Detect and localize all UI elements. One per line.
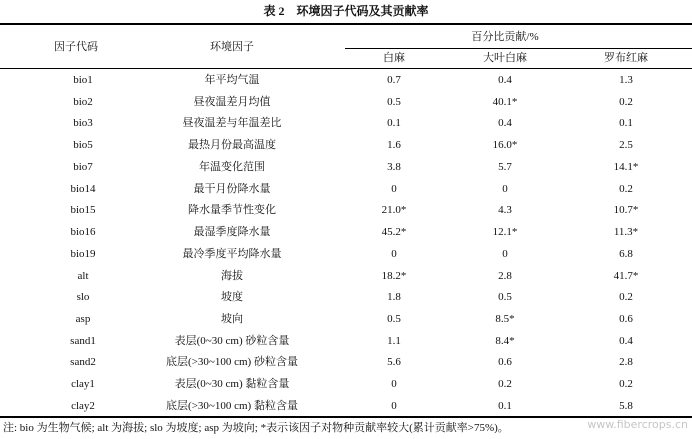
cell-environmental-factor: 最湿季度降水量 (193, 226, 271, 239)
cell-contribution-dayebaima: 0.1 (498, 399, 512, 412)
cell-contribution-dayebaima: 0.6 (498, 356, 512, 369)
cell-environmental-factor: 表层(0~30 cm) 黏粒含量 (174, 378, 290, 391)
cell-environmental-factor: 坡度 (221, 291, 243, 304)
cell-contribution-dayebaima: 40.1* (492, 95, 518, 108)
cell-contribution-luobuhongma: 2.5 (619, 139, 633, 152)
table-row (0, 159, 692, 175)
cell-contribution-luobuhongma: 0.2 (619, 95, 633, 108)
cell-contribution-dayebaima: 0.4 (498, 74, 512, 86)
watermark: www.fibercrops.cn (587, 418, 688, 431)
cell-contribution-luobuhongma: 0.2 (619, 378, 633, 391)
header-species-dayebaima: 大叶白麻 (483, 52, 527, 64)
table-row (0, 181, 692, 197)
cell-environmental-factor: 底层(>30~100 cm) 砂粒含量 (166, 356, 298, 369)
table-note: 注: bio 为生物气候; alt 为海拔; slo 为坡度; asp 为坡向; *表示该因子对物种贡献率较大(累计贡献率>75%)。 (3, 422, 509, 434)
cell-contribution-baima: 21.0* (381, 204, 407, 217)
cell-contribution-luobuhongma: 41.7* (613, 269, 639, 282)
table-row (0, 246, 692, 262)
cell-factor-code: bio1 (73, 74, 93, 86)
cell-environmental-factor: 最热月份最高温度 (188, 139, 276, 152)
table-row (0, 72, 692, 88)
cell-contribution-luobuhongma: 0.2 (619, 182, 633, 195)
cell-environmental-factor: 坡向 (221, 313, 243, 326)
cell-contribution-baima: 0 (391, 247, 397, 260)
cell-environmental-factor: 底层(>30~100 cm) 黏粒含量 (166, 399, 298, 412)
cell-environmental-factor: 最冷季度平均降水量 (182, 247, 282, 260)
cell-factor-code: bio3 (73, 117, 93, 130)
cell-contribution-baima: 45.2* (381, 226, 407, 239)
table-row (0, 224, 692, 240)
table-title: 表 2 环境因子代码及其贡献率 (263, 4, 429, 18)
cell-factor-code: sand1 (70, 334, 96, 347)
cell-contribution-baima: 1.8 (387, 291, 401, 304)
cell-contribution-luobuhongma: 0.2 (619, 291, 633, 304)
cell-contribution-luobuhongma: 6.8 (619, 247, 633, 260)
table-row (0, 398, 692, 414)
table-row (0, 94, 692, 110)
cell-contribution-baima: 0.7 (387, 74, 401, 86)
table-row (0, 115, 692, 131)
cell-environmental-factor: 昼夜温差月均值 (193, 95, 271, 108)
cell-environmental-factor: 年温变化范围 (199, 160, 265, 173)
cell-contribution-dayebaima: 5.7 (498, 160, 512, 173)
header-factor-code: 因子代码 (54, 41, 98, 53)
cell-contribution-baima: 0 (391, 399, 397, 412)
cell-contribution-luobuhongma: 0.6 (619, 313, 633, 326)
cell-contribution-luobuhongma: 11.3* (613, 226, 639, 239)
cell-contribution-baima: 0 (391, 182, 397, 195)
cell-contribution-dayebaima: 0.2 (498, 378, 512, 391)
table-row (0, 289, 692, 305)
cell-contribution-dayebaima: 2.8 (498, 269, 512, 282)
cell-contribution-dayebaima: 0 (502, 182, 508, 195)
table-row (0, 311, 692, 327)
cell-contribution-dayebaima: 0.4 (498, 117, 512, 130)
cell-contribution-baima: 0 (391, 378, 397, 391)
cell-environmental-factor: 昼夜温差与年温差比 (182, 117, 282, 130)
cell-factor-code: alt (77, 269, 89, 282)
cell-environmental-factor: 年平均气温 (204, 74, 260, 86)
header-species-baima: 白麻 (383, 52, 405, 64)
cell-contribution-dayebaima: 8.4* (495, 334, 515, 347)
cell-contribution-luobuhongma: 5.8 (619, 399, 633, 412)
cell-contribution-luobuhongma: 0.1 (619, 117, 633, 130)
cell-factor-code: bio2 (73, 95, 93, 108)
table-row (0, 376, 692, 392)
table-row (0, 333, 692, 349)
cell-factor-code: bio19 (70, 247, 96, 260)
cell-factor-code: clay1 (71, 378, 95, 391)
table-row (0, 137, 692, 153)
cell-contribution-luobuhongma: 14.1* (613, 160, 639, 173)
cell-contribution-dayebaima: 0.5 (498, 291, 512, 304)
header-environmental-factor: 环境因子 (210, 41, 254, 53)
cell-contribution-baima: 0.5 (387, 313, 401, 326)
cell-contribution-dayebaima: 0 (502, 247, 508, 260)
cell-contribution-luobuhongma: 10.7* (613, 204, 639, 217)
cell-factor-code: slo (76, 291, 90, 304)
cell-factor-code: bio5 (73, 139, 93, 152)
cell-contribution-baima: 1.6 (387, 139, 401, 152)
cell-factor-code: bio7 (73, 160, 93, 173)
header-percent-contribution: 百分比贡献/% (471, 31, 539, 43)
cell-contribution-luobuhongma: 2.8 (619, 356, 633, 369)
cell-contribution-dayebaima: 4.3 (498, 204, 512, 217)
cell-factor-code: clay2 (71, 399, 95, 412)
cell-contribution-baima: 0.5 (387, 95, 401, 108)
cell-factor-code: bio16 (70, 226, 96, 239)
cell-factor-code: sand2 (70, 356, 96, 369)
cell-environmental-factor: 降水量季节性变化 (188, 204, 276, 217)
cell-contribution-dayebaima: 12.1* (492, 226, 518, 239)
cell-contribution-luobuhongma: 0.4 (619, 334, 633, 347)
cell-contribution-baima: 18.2* (381, 269, 407, 282)
table-row (0, 268, 692, 284)
cell-contribution-baima: 5.6 (387, 356, 401, 369)
cell-contribution-dayebaima: 16.0* (492, 139, 518, 152)
table-row (0, 202, 692, 218)
cell-contribution-luobuhongma: 1.3 (619, 74, 633, 86)
cell-factor-code: bio14 (70, 182, 96, 195)
header-species-luobuhongma: 罗布红麻 (604, 52, 648, 64)
cell-environmental-factor: 最干月份降水量 (193, 182, 271, 195)
cell-contribution-baima: 0.1 (387, 117, 401, 130)
cell-environmental-factor: 海拔 (221, 269, 243, 282)
cell-factor-code: bio15 (70, 204, 96, 217)
cell-contribution-baima: 3.8 (387, 160, 401, 173)
cell-factor-code: asp (75, 313, 91, 326)
cell-contribution-dayebaima: 8.5* (495, 313, 515, 326)
cell-contribution-baima: 1.1 (387, 334, 401, 347)
cell-environmental-factor: 表层(0~30 cm) 砂粒含量 (174, 334, 290, 347)
table-row (0, 354, 692, 370)
